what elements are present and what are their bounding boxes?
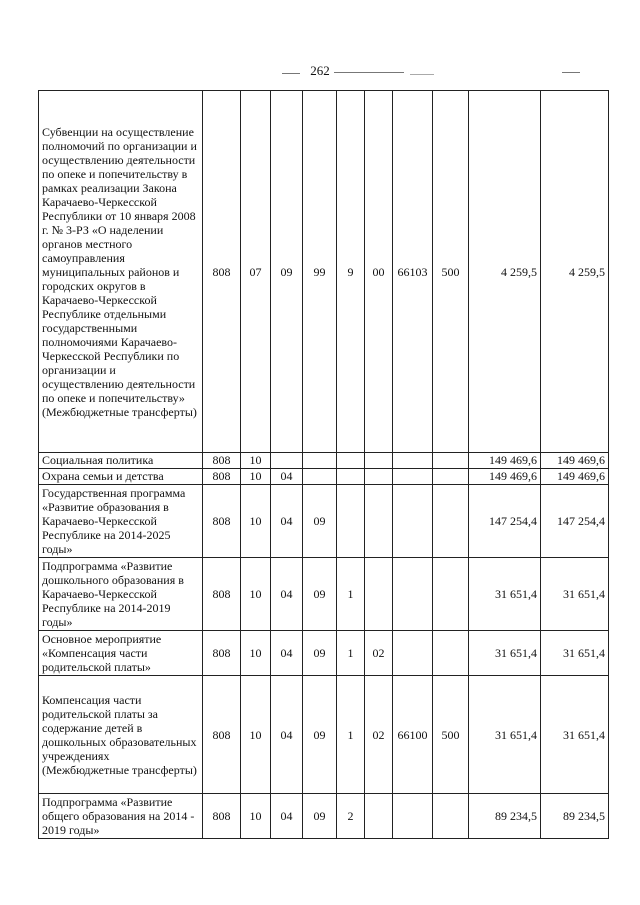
- expense-type-code: [433, 558, 469, 631]
- direction-code: [393, 631, 433, 676]
- direction-code: [393, 469, 433, 485]
- program-code: [303, 453, 337, 469]
- row-name: Социальная политика: [39, 453, 203, 469]
- ministry-code: 808: [203, 558, 241, 631]
- subprogram-code: 1: [337, 558, 365, 631]
- direction-code: [393, 794, 433, 839]
- subprogram-code: 1: [337, 631, 365, 676]
- table-row: [39, 91, 609, 453]
- event-code: [365, 794, 393, 839]
- subprogram-code: 1: [337, 676, 365, 794]
- program-code: 09: [303, 558, 337, 631]
- amount-2: 147 254,4: [541, 485, 609, 558]
- section-code: 10: [241, 469, 271, 485]
- table-row: [39, 794, 609, 839]
- amount-1: 31 651,4: [469, 558, 541, 631]
- event-code: [365, 485, 393, 558]
- subsection-code: 04: [271, 631, 303, 676]
- section-code: 10: [241, 453, 271, 469]
- subprogram-code: [337, 469, 365, 485]
- subprogram-code: 2: [337, 794, 365, 839]
- expense-type-code: [433, 485, 469, 558]
- scan-mark: [282, 73, 300, 74]
- expense-type-code: [433, 453, 469, 469]
- expense-type-code: [433, 794, 469, 839]
- ministry-code: 808: [203, 91, 241, 453]
- amount-1: 4 259,5: [469, 91, 541, 453]
- direction-code: [393, 453, 433, 469]
- row-name: Государственная программа «Развитие образования в Карачаево-Черкесской Республике на 2014-2025 годы»: [39, 485, 203, 558]
- event-code: [365, 453, 393, 469]
- row-name: Компенсация части родительской платы за содержание детей в дошкольных образовательных учреждениях (Межбюджетные трансферты): [39, 676, 203, 794]
- ministry-code: 808: [203, 453, 241, 469]
- table-row: [39, 558, 609, 631]
- event-code: [365, 469, 393, 485]
- budget-table: [38, 90, 609, 839]
- table-row: [39, 631, 609, 676]
- subprogram-code: 9: [337, 91, 365, 453]
- section-code: 10: [241, 631, 271, 676]
- subsection-code: 04: [271, 485, 303, 558]
- expense-type-code: [433, 469, 469, 485]
- amount-2: 31 651,4: [541, 676, 609, 794]
- section-code: 10: [241, 676, 271, 794]
- subprogram-code: [337, 485, 365, 558]
- ministry-code: 808: [203, 794, 241, 839]
- subsection-code: 04: [271, 794, 303, 839]
- page-number: 262: [310, 63, 330, 78]
- amount-2: 89 234,5: [541, 794, 609, 839]
- expense-type-code: 500: [433, 91, 469, 453]
- program-code: 09: [303, 676, 337, 794]
- event-code: [365, 558, 393, 631]
- subprogram-code: [337, 453, 365, 469]
- row-name: Охрана семьи и детства: [39, 469, 203, 485]
- row-name: Основное мероприятие «Компенсация части родительской платы»: [39, 631, 203, 676]
- ministry-code: 808: [203, 469, 241, 485]
- program-code: 99: [303, 91, 337, 453]
- program-code: 09: [303, 794, 337, 839]
- event-code: 02: [365, 676, 393, 794]
- amount-1: 149 469,6: [469, 469, 541, 485]
- subsection-code: 04: [271, 558, 303, 631]
- section-code: 07: [241, 91, 271, 453]
- program-code: [303, 469, 337, 485]
- event-code: 02: [365, 631, 393, 676]
- subsection-code: [271, 453, 303, 469]
- subsection-code: 09: [271, 91, 303, 453]
- table-row: [39, 453, 609, 469]
- ministry-code: 808: [203, 485, 241, 558]
- expense-type-code: 500: [433, 676, 469, 794]
- row-name: Подпрограмма «Развитие общего образования на 2014 - 2019 годы»: [39, 794, 203, 839]
- amount-1: 149 469,6: [469, 453, 541, 469]
- direction-code: [393, 558, 433, 631]
- scan-mark: [410, 74, 434, 75]
- amount-1: 31 651,4: [469, 631, 541, 676]
- scan-mark: [562, 72, 580, 73]
- amount-2: 4 259,5: [541, 91, 609, 453]
- table-row: [39, 469, 609, 485]
- subsection-code: 04: [271, 676, 303, 794]
- section-code: 10: [241, 558, 271, 631]
- direction-code: [393, 485, 433, 558]
- direction-code: 66100: [393, 676, 433, 794]
- table-row: [39, 485, 609, 558]
- expense-type-code: [433, 631, 469, 676]
- event-code: 00: [365, 91, 393, 453]
- amount-2: 149 469,6: [541, 469, 609, 485]
- row-name: Подпрограмма «Развитие дошкольного образования в Карачаево-Черкесской Республике на 2014-2019 годы»: [39, 558, 203, 631]
- direction-code: 66103: [393, 91, 433, 453]
- amount-1: 31 651,4: [469, 676, 541, 794]
- ministry-code: 808: [203, 631, 241, 676]
- program-code: 09: [303, 485, 337, 558]
- amount-2: 31 651,4: [541, 631, 609, 676]
- subsection-code: 04: [271, 469, 303, 485]
- table-row: [39, 676, 609, 794]
- row-name: Субвенции на осуществление полномочий по организации и осуществлению деятельности по опеке и попечительству в рамках реализации Закона Карачаево-Черкесской Республики от 10 января 2008 г. № 3-РЗ «О наделении органов местного самоуправления муниципальных районов и городских округов в Карачаево-Черкесской Республике отдельными государственными полномочиями Карачаево-Черкесской Республики по организации и осуществлению деятельности по опеке и попечительству» (Межбюджетные трансферты): [39, 91, 203, 453]
- program-code: 09: [303, 631, 337, 676]
- ministry-code: 808: [203, 676, 241, 794]
- amount-2: 31 651,4: [541, 558, 609, 631]
- amount-1: 147 254,4: [469, 485, 541, 558]
- section-code: 10: [241, 794, 271, 839]
- scan-mark: [334, 72, 404, 73]
- amount-1: 89 234,5: [469, 794, 541, 839]
- section-code: 10: [241, 485, 271, 558]
- amount-2: 149 469,6: [541, 453, 609, 469]
